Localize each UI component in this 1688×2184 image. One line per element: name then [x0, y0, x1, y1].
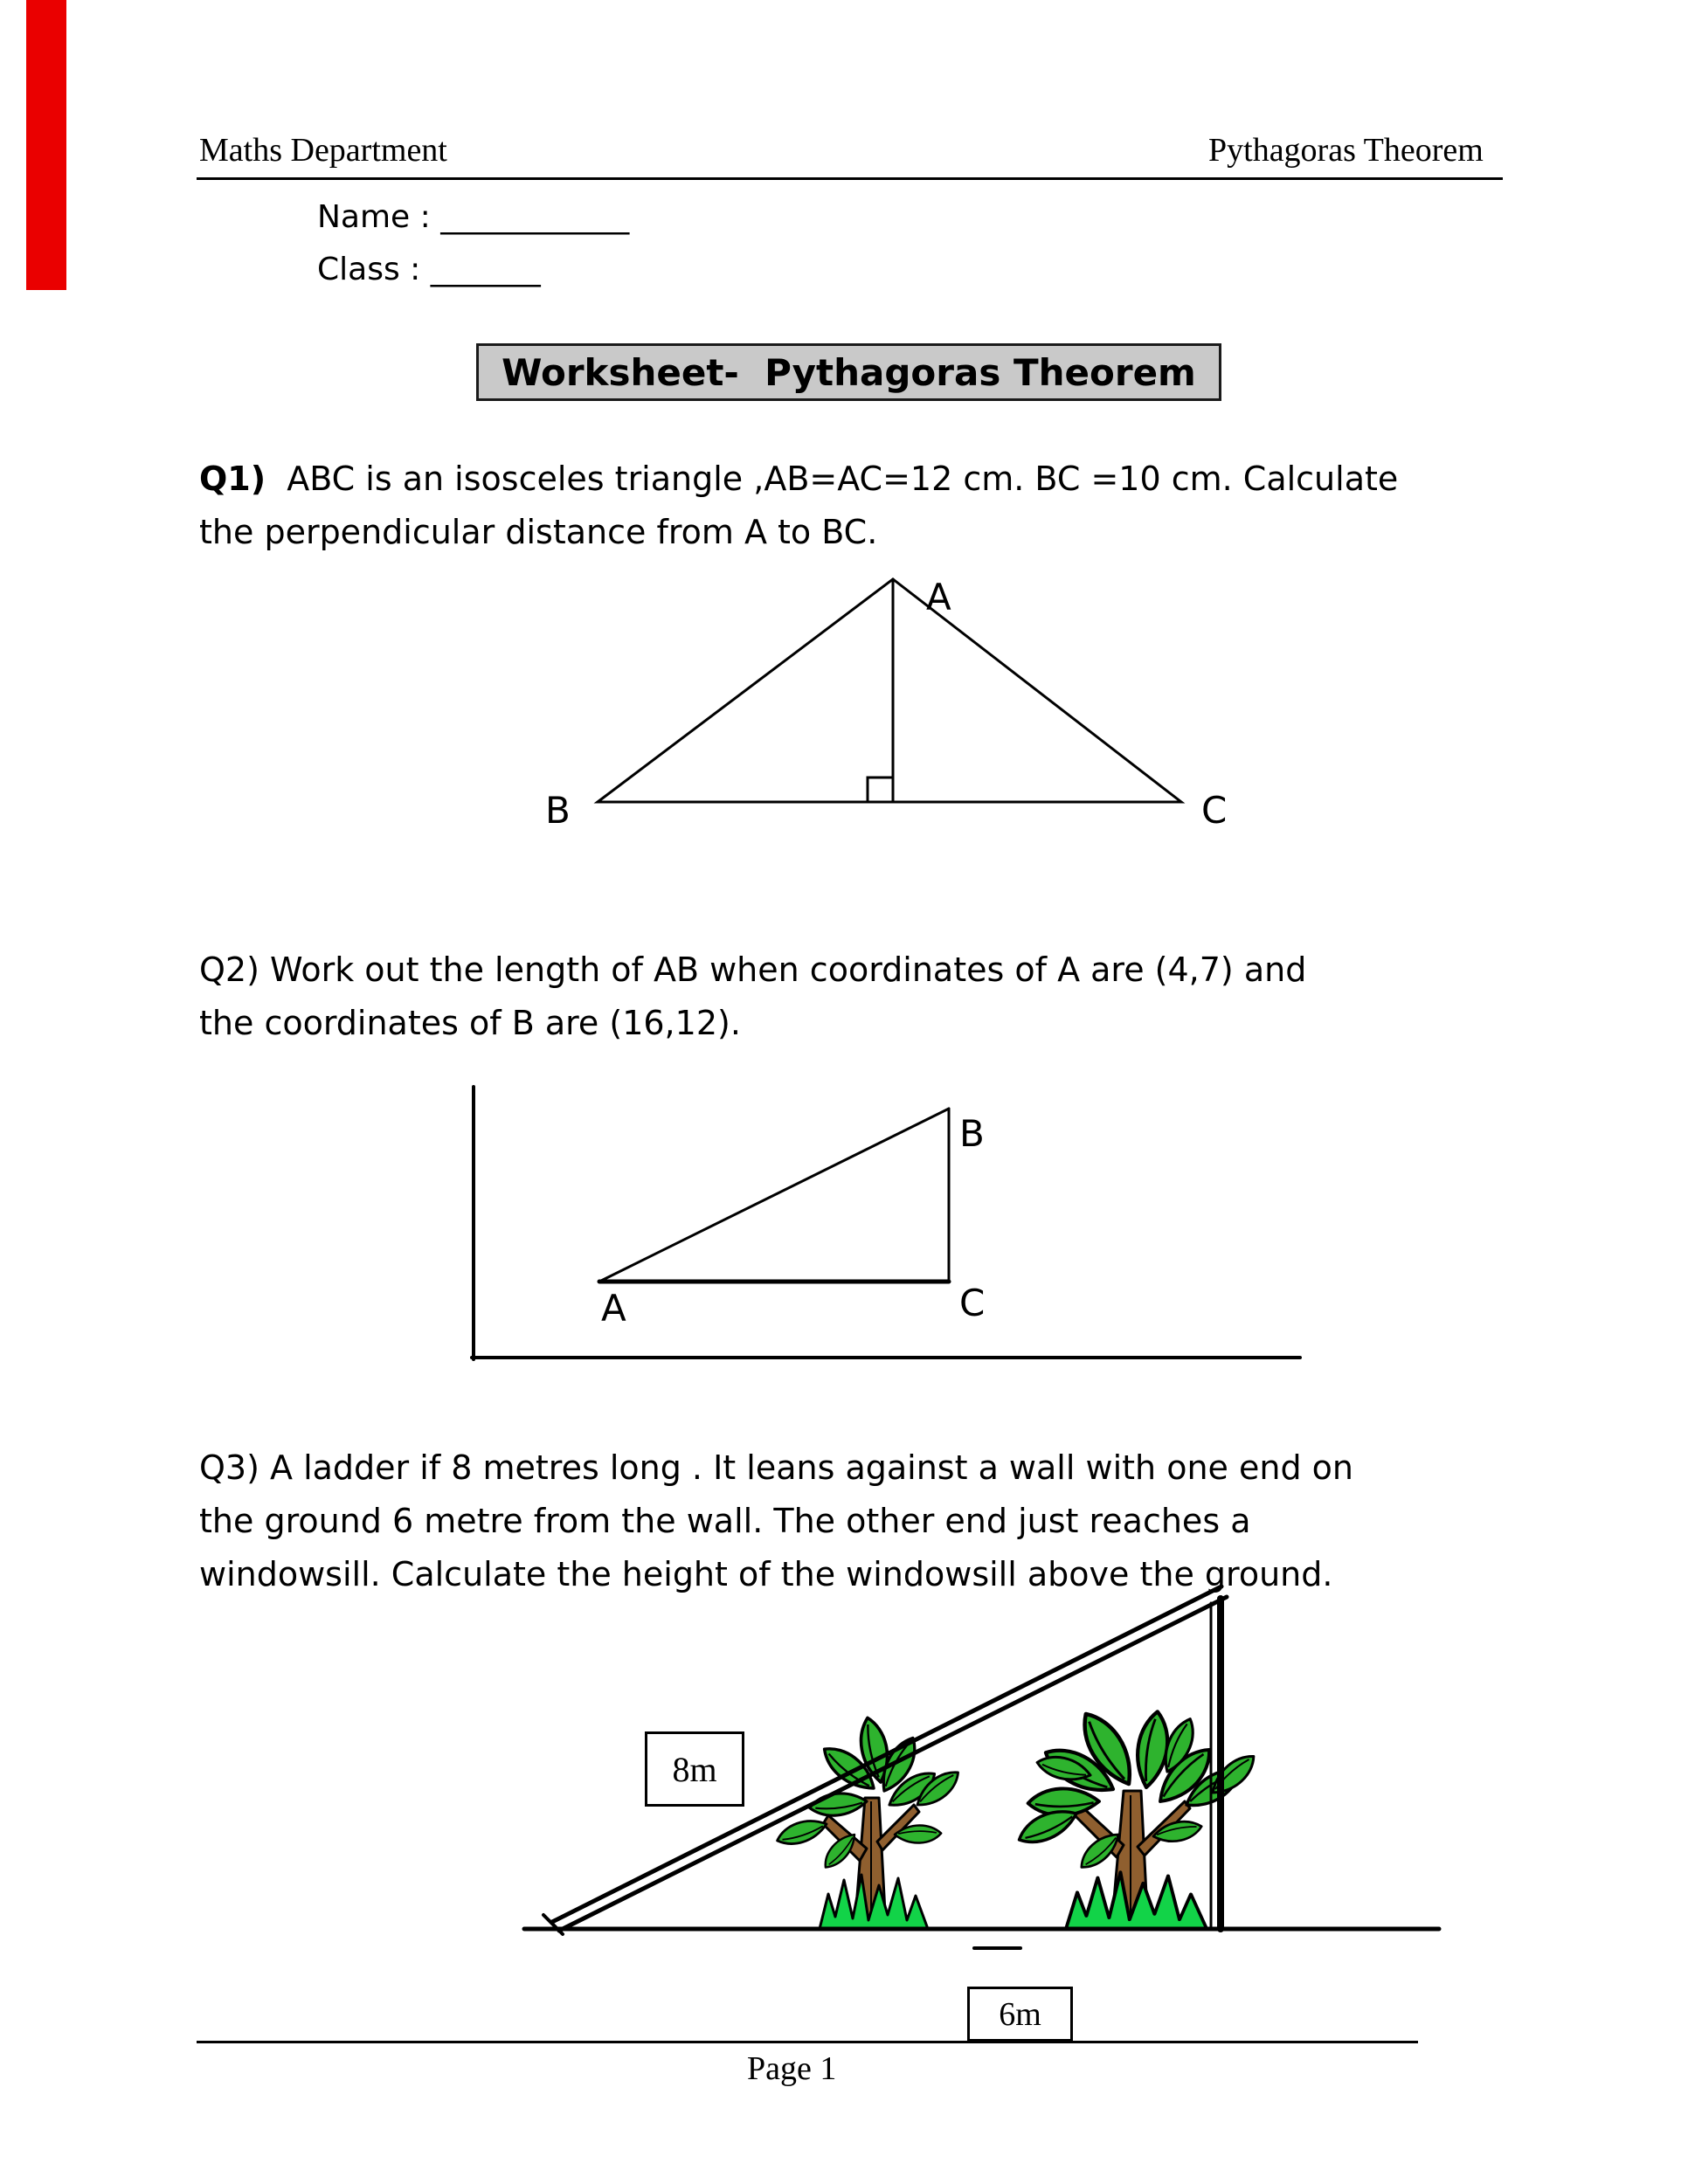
q1-label: Q1) [199, 460, 266, 498]
red-margin-bar [26, 0, 66, 290]
right-angle-icon [868, 778, 893, 802]
q1-line-2: the perpendicular distance from A to BC. [199, 513, 878, 551]
vertex-a-label: A [926, 576, 951, 619]
q2-line-2: the coordinates of B are (16,12). [199, 1004, 741, 1042]
header-rule [197, 177, 1503, 180]
hypotenuse-ab [599, 1109, 949, 1282]
footer-rule [197, 2041, 1418, 2043]
q1-isosceles-triangle-diagram [489, 559, 1276, 839]
vertex-c-label: C [1201, 789, 1228, 832]
q2-paragraph [199, 943, 1306, 1050]
q3-line-3: windowsill. Calculate the height of the windowsill above the ground. [199, 1555, 1333, 1593]
ladder-length-box [645, 1731, 744, 1807]
ground-distance-label: 6m [999, 1995, 1041, 2033]
tree-icon [1019, 1711, 1260, 1929]
vertex-b-label: B [959, 1112, 985, 1155]
worksheet-title: Worksheet- Pythagoras Theorem [502, 350, 1196, 394]
vertex-c-label: C [959, 1282, 986, 1324]
name-field: Name : ____________ [317, 199, 630, 235]
header-topic: Pythagoras Theorem [1208, 132, 1484, 169]
header-department: Maths Department [199, 132, 447, 169]
class-field: Class : _______ [317, 252, 541, 287]
ground-distance-box [967, 1987, 1073, 2042]
vertex-a-label: A [601, 1287, 626, 1330]
page-number: Page 1 [747, 2050, 837, 2087]
q1-line-1 [199, 453, 1398, 506]
q2-coordinate-diagram [437, 1075, 1328, 1380]
triangle-outline [598, 579, 1181, 802]
q1-paragraph [199, 453, 1398, 559]
q3-line-2: the ground 6 metre from the wall. The other end just reaches a [199, 1502, 1251, 1540]
ladder-length-label: 8m [672, 1749, 717, 1789]
vertex-b-label: B [545, 789, 571, 832]
q2-line-1: Q2) Work out the length of AB when coordinates of A are (4,7) and [199, 950, 1307, 989]
q1-line-1-text: ABC is an isosceles triangle ,AB=AC=12 cm. BC =10 cm. Calculate [266, 460, 1399, 498]
tree-icon [777, 1717, 963, 1929]
worksheet-title-box [476, 343, 1221, 401]
q3-line-1: Q3) A ladder if 8 metres long . It leans against a wall with one end on [199, 1448, 1353, 1487]
